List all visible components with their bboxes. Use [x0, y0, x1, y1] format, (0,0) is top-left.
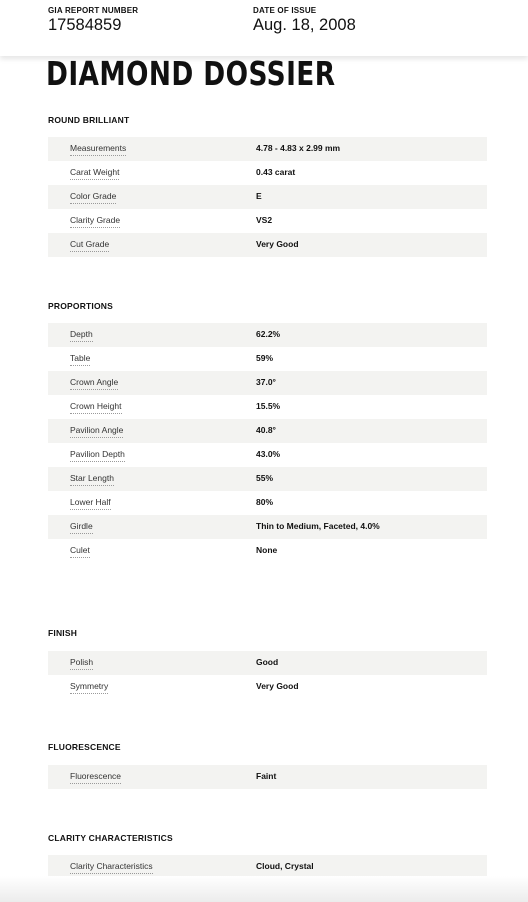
section-title-proportions: PROPORTIONS	[48, 301, 114, 311]
section-title-clarity-characteristics: CLARITY CHARACTERISTICS	[48, 833, 173, 843]
table-row	[48, 209, 487, 233]
row-label[interactable]: Culet	[70, 545, 90, 558]
table-row	[48, 347, 487, 371]
row-value: 0.43 carat	[256, 167, 296, 177]
table-row	[48, 443, 487, 467]
row-label[interactable]: Clarity Characteristics	[70, 861, 153, 874]
row-value: 15.5%	[256, 401, 281, 411]
date-of-issue: Aug. 18, 2008	[253, 16, 356, 34]
table-row	[48, 233, 487, 257]
section-title-finish: FINISH	[48, 628, 78, 638]
bottom-fade	[0, 876, 528, 902]
row-label[interactable]: Symmetry	[70, 681, 108, 694]
row-label[interactable]: Star Length	[70, 473, 114, 486]
table-row	[48, 515, 487, 539]
row-label[interactable]: Lower Half	[70, 497, 111, 510]
row-value: E	[256, 191, 262, 201]
row-label[interactable]: Depth	[70, 329, 93, 342]
date-of-issue-label: DATE OF ISSUE	[253, 6, 317, 15]
row-label[interactable]: Color Grade	[70, 191, 116, 204]
row-label[interactable]: Polish	[70, 657, 93, 670]
row-value: 55%	[256, 473, 274, 483]
round-brilliant-table	[48, 137, 487, 257]
fluorescence-table	[48, 765, 487, 789]
page-title: DIAMOND DOSSIER	[46, 54, 336, 93]
table-row	[48, 675, 487, 699]
row-label[interactable]: Clarity Grade	[70, 215, 120, 228]
table-row	[48, 395, 487, 419]
row-label[interactable]: Table	[70, 353, 90, 366]
row-label[interactable]: Pavilion Depth	[70, 449, 125, 462]
row-label[interactable]: Pavilion Angle	[70, 425, 123, 438]
report-number: 17584859	[48, 16, 122, 34]
row-value: 40.8°	[256, 425, 276, 435]
row-value: Good	[256, 657, 279, 667]
row-value: 43.0%	[256, 449, 281, 459]
row-value: 62.2%	[256, 329, 281, 339]
date-of-issue-block	[253, 6, 356, 35]
table-row	[48, 161, 487, 185]
row-value: Faint	[256, 771, 277, 781]
row-label[interactable]: Measurements	[70, 143, 126, 156]
table-row	[48, 371, 487, 395]
row-value: Very Good	[256, 681, 299, 691]
row-label[interactable]: Cut Grade	[70, 239, 109, 252]
section-title-fluorescence: FLUORESCENCE	[48, 742, 121, 752]
table-row	[48, 185, 487, 209]
table-row	[48, 467, 487, 491]
row-label[interactable]: Crown Height	[70, 401, 122, 414]
row-value: 80%	[256, 497, 274, 507]
table-row	[48, 491, 487, 515]
row-value: 37.0°	[256, 377, 276, 387]
row-value: None	[256, 545, 278, 555]
row-value: VS2	[256, 215, 273, 225]
table-row	[48, 419, 487, 443]
row-label[interactable]: Crown Angle	[70, 377, 118, 390]
section-title-round-brilliant: ROUND BRILLIANT	[48, 115, 130, 125]
report-number-label: GIA REPORT NUMBER	[48, 6, 139, 15]
proportions-table	[48, 323, 487, 563]
row-value: Very Good	[256, 239, 299, 249]
table-row	[48, 137, 487, 161]
report-header	[0, 0, 528, 56]
table-row	[48, 323, 487, 347]
finish-table	[48, 651, 487, 699]
row-label[interactable]: Carat Weight	[70, 167, 119, 180]
row-value: Thin to Medium, Faceted, 4.0%	[256, 521, 380, 531]
row-value: Cloud, Crystal	[256, 861, 314, 871]
table-row	[48, 651, 487, 675]
row-label[interactable]: Fluorescence	[70, 771, 121, 784]
table-row	[48, 765, 487, 789]
row-value: 59%	[256, 353, 274, 363]
table-row	[48, 539, 487, 563]
row-label[interactable]: Girdle	[70, 521, 93, 534]
report-number-block	[48, 6, 138, 35]
row-value: 4.78 - 4.83 x 2.99 mm	[256, 143, 341, 153]
